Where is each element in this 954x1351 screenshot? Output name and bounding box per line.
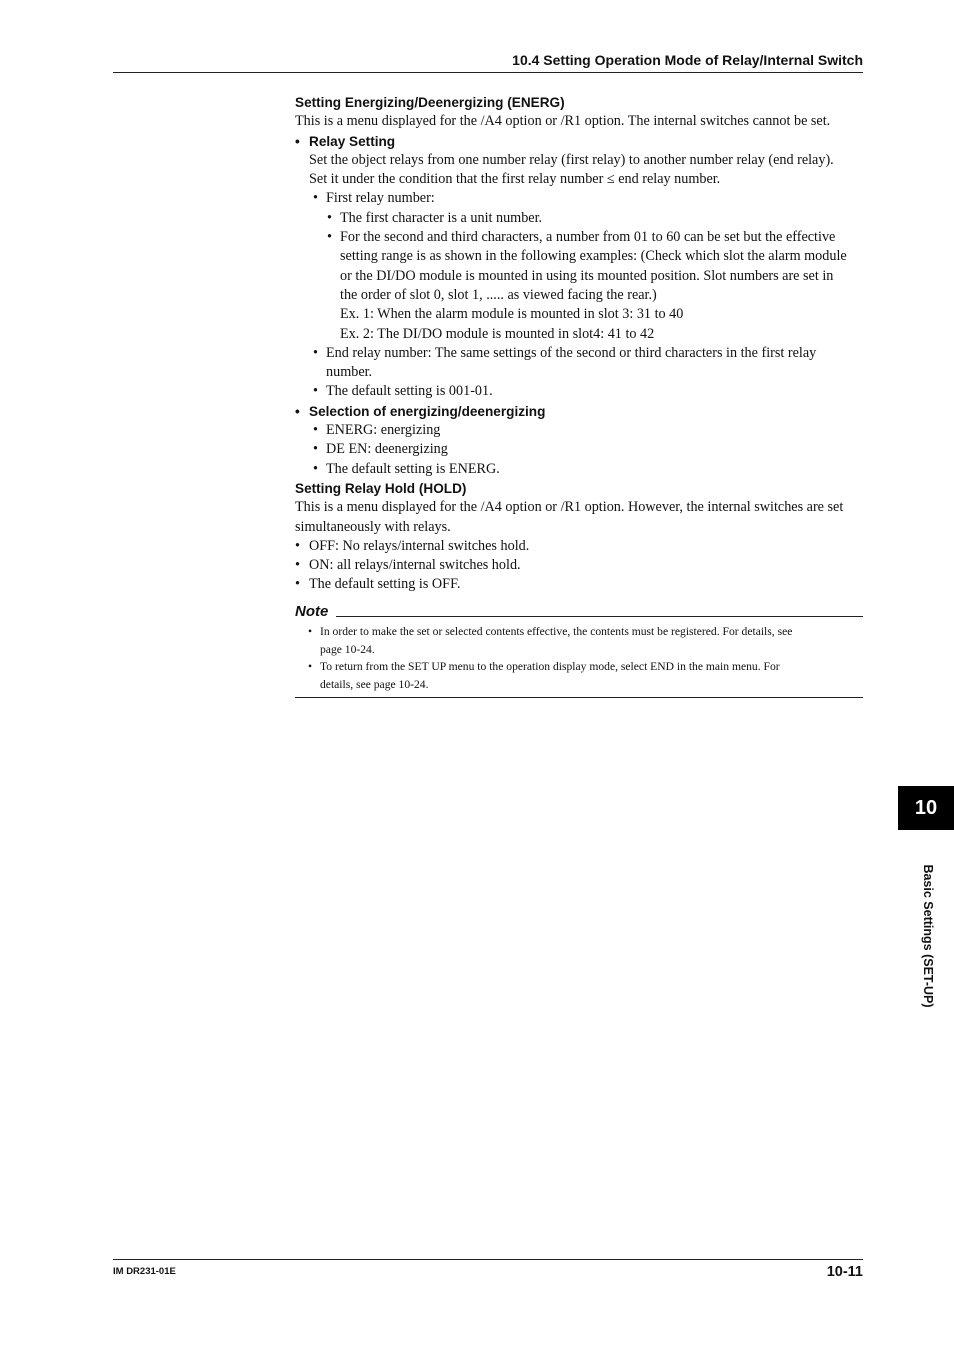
chapter-side-label: Basic Settings (SET-UP)	[921, 864, 935, 1008]
bullet-icon: •	[313, 190, 318, 207]
section-heading-hold: Setting Relay Hold (HOLD)	[295, 480, 467, 496]
list-item-continuation: setting range is as shown in the following examples: (Check which slot the alarm module	[340, 248, 847, 265]
list-item: • The default setting is 001-01.	[295, 382, 863, 401]
bullet-icon: •	[308, 625, 313, 638]
list-item: • DE EN: deenergizing	[295, 440, 863, 459]
list-item: • End relay number: The same settings of the second or third characters in the first relay	[295, 344, 863, 363]
note-item-continuation: details, see page 10-24.	[320, 677, 429, 691]
bullet-icon: •	[327, 209, 332, 226]
page-number: 10-11	[826, 1264, 863, 1280]
chapter-tab: 10	[898, 786, 954, 830]
list-item: • For the second and third characters, a number from 01 to 60 can be set but the effective	[295, 228, 863, 247]
list-item: • ON: all relays/internal switches hold.	[295, 556, 863, 575]
main-content	[295, 93, 863, 595]
list-item: • The default setting is OFF.	[295, 575, 863, 594]
list-item-continuation: or the DI/DO module is mounted in using its mounted position. Slot numbers are set in	[340, 267, 834, 284]
list-item: • The default setting is ENERG.	[295, 460, 863, 479]
section-heading-energ: Setting Energizing/Deenergizing (ENERG)	[295, 95, 565, 110]
note-header	[295, 603, 863, 621]
note-label: Note	[295, 603, 329, 620]
note-rule	[336, 616, 863, 617]
energ-intro: This is a menu displayed for the /A4 option or /R1 option. The internal switches cannot be set.	[295, 113, 831, 130]
note-item-continuation: page 10-24.	[320, 642, 375, 656]
bullet-icon: •	[308, 660, 313, 673]
bullet-icon: •	[295, 133, 300, 149]
list-item: • ENERG: energizing	[295, 421, 863, 440]
bullet-icon: •	[295, 403, 300, 419]
note-item: • In order to make the set or selected contents effective, the contents must be registered. For details, see	[295, 623, 863, 641]
note-body	[295, 623, 863, 693]
bullet-icon: •	[327, 229, 332, 246]
bullet-icon: •	[295, 537, 300, 554]
example-2: Ex. 2: The DI/DO module is mounted in slot4: 41 to 42	[340, 325, 655, 342]
relay-setting-desc: Set the object relays from one number relay (first relay) to another number relay (end relay).	[309, 151, 834, 168]
relay-setting-desc: Set it under the condition that the first relay number ≤ end relay number.	[309, 171, 721, 188]
doc-id: IM DR231-01E	[113, 1266, 176, 1277]
selection-heading: • Selection of energizing/deenergizing	[295, 402, 863, 421]
hold-intro: simultaneously with relays.	[295, 518, 451, 535]
list-item: • First relay number:	[295, 189, 863, 208]
list-item: • The first character is a unit number.	[295, 209, 863, 228]
list-item-continuation: number.	[326, 364, 373, 381]
bullet-icon: •	[295, 557, 300, 574]
footer-rule	[113, 1259, 863, 1260]
bullet-icon: •	[313, 344, 318, 361]
list-item: • OFF: No relays/internal switches hold.	[295, 537, 863, 556]
bullet-icon: •	[313, 383, 318, 400]
bullet-icon: •	[295, 576, 300, 593]
header-title: 10.4 Setting Operation Mode of Relay/Internal Switch	[512, 52, 863, 68]
bullet-icon: •	[313, 422, 318, 439]
bullet-icon: •	[313, 460, 318, 477]
hold-intro: This is a menu displayed for the /A4 option or /R1 option. However, the internal switches are set	[295, 499, 844, 516]
relay-setting-heading: • Relay Setting	[295, 132, 863, 151]
note-box	[295, 603, 863, 693]
note-item: • To return from the SET UP menu to the operation display mode, select END in the main menu. For	[295, 658, 863, 676]
example-1: Ex. 1: When the alarm module is mounted in slot 3: 31 to 40	[340, 306, 684, 323]
list-item-continuation: the order of slot 0, slot 1, ..... as viewed facing the rear.)	[340, 286, 657, 303]
header-rule	[113, 72, 863, 73]
bullet-icon: •	[313, 441, 318, 458]
note-bottom-rule	[295, 697, 863, 698]
